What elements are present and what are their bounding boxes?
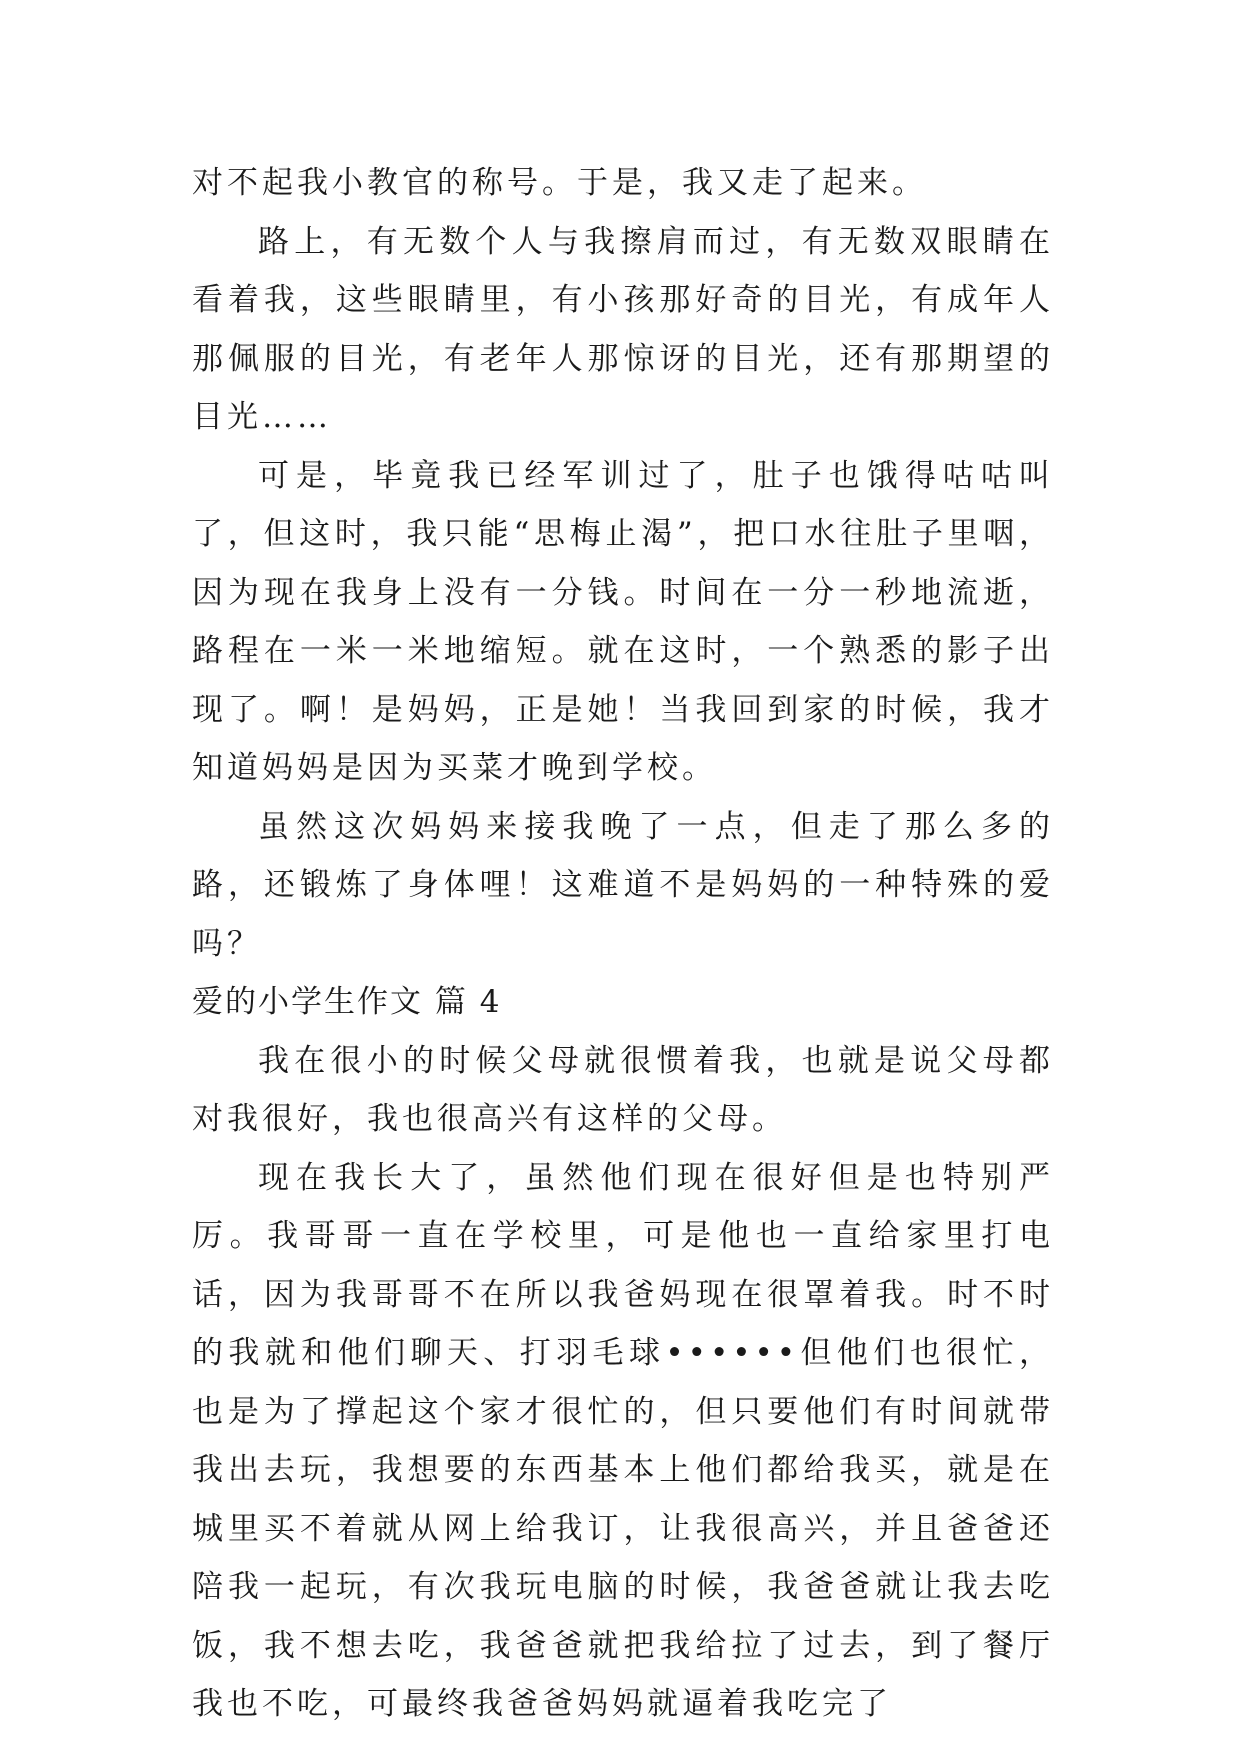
paragraph-childhood: 我在很小的时候父母就很惯着我，也就是说父母都对我很好，我也很高兴有这样的父母。 <box>192 1042 1054 1137</box>
section-heading: 爱的小学生作文 篇 4 <box>192 984 502 1020</box>
paragraph-conclusion: 虽然这次妈妈来接我晚了一点，但走了那么多的路，还锻炼了身体哩！这难道不是妈妈的一种特殊的爱吗？ <box>192 808 1054 962</box>
paragraph-grown-up: 现在我长大了，虽然他们现在很好但是也特别严厉。我哥哥一直在学校里，可是他也一直给家里打电话，因为我哥哥不在所以我爸妈现在很罩着我。时不时的我就和他们聊天、打羽毛球••••••但他们也很忙，也是为了撑起这个家才很忙的，但只要他们有时间就带我出去玩，我想要的东西基本上他们都给我买，就是在城里买不着就从网上给我订，让我很高兴，并且爸爸还陪我一起玩，有次我玩电脑的时候，我爸爸就让我去吃饭，我不想去吃，我爸爸就把我给拉了过去，到了餐厅我也不吃，可最终我爸爸妈妈就逼着我吃完了 <box>192 1159 1054 1722</box>
paragraph-road: 路上，有无数个人与我擦肩而过，有无数双眼睛在看着我，这些眼睛里，有小孩那好奇的目光，有成年人那佩服的目光，有老年人那惊讶的目光，还有那期望的目光…… <box>192 223 1054 435</box>
document-page <box>192 154 1054 1734</box>
paragraph-continuation: 对不起我小教官的称号。于是，我又走了起来。 <box>192 165 927 201</box>
paragraph-mother-arrives: 可是，毕竟我已经军训过了，肚子也饿得咕咕叫了，但这时，我只能“思梅止渴”，把口水往肚子里咽，因为现在我身上没有一分钱。时间在一分一秒地流逝，路程在一米一米地缩短。就在这时，一个熟悉的影子出现了。啊！是妈妈，正是她！当我回到家的时候，我才知道妈妈是因为买菜才晚到学校。 <box>192 457 1054 786</box>
